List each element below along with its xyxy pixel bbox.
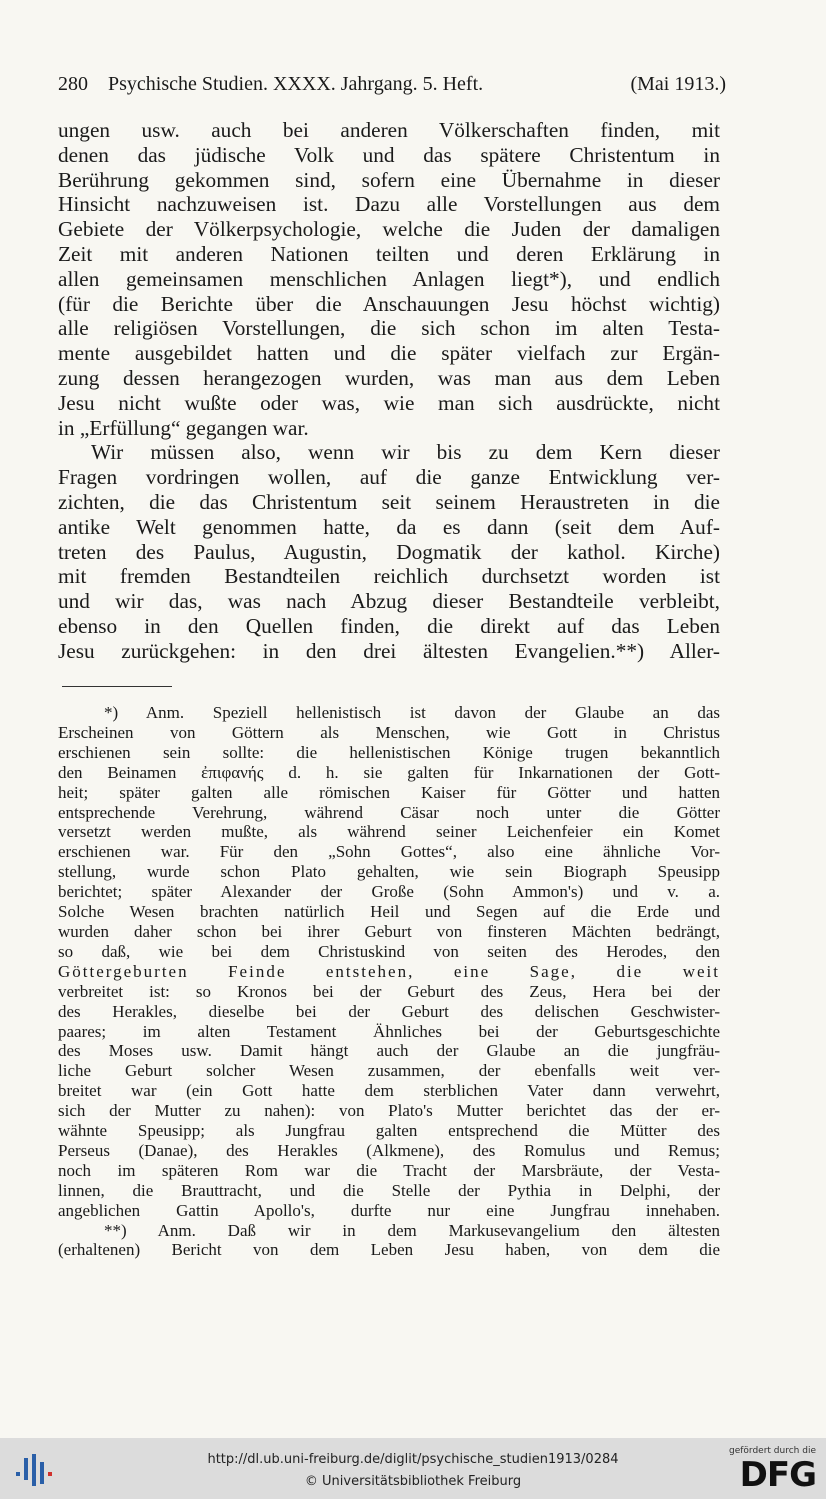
- text-line: Jesu nicht wußte oder was, wie man sich ausdrückte, nicht: [58, 390, 720, 415]
- footnote-line: berichtet; später Alexander der Große (Sohn Ammon's) und v. a.: [58, 882, 720, 902]
- footnote-line: **) Anm. Daß wir in dem Markusevangelium den ältesten: [104, 1220, 720, 1240]
- text-line: ebenso in den Quellen finden, die direkt auf das Leben: [58, 613, 720, 638]
- text-line: in „Erfüllung“ gegangen war.: [58, 415, 309, 440]
- dfg-logo: DFG: [739, 1455, 816, 1495]
- text-line: Wir müssen also, wenn wir bis zu dem Kern dieser: [91, 440, 720, 465]
- text-line: Berührung gekommen sind, sofern eine Übernahme in dieser: [58, 167, 720, 192]
- footnote-line: den Beinamen ἐπιφανής d. h. sie galten für Inkarnationen der Gott-: [58, 762, 720, 782]
- footnote-line: erschienen sein sollte: die hellenistischen Könige trugen bekanntlich: [58, 742, 720, 762]
- footnote-line: sich der Mutter zu nahen): von Plato's Mutter berichtet das der er-: [58, 1101, 720, 1121]
- text-line: ungen usw. auch bei anderen Völkerschaften finden, mit: [58, 118, 720, 142]
- text-line: treten des Paulus, Augustin, Dogmatik der kathol. Kirche): [58, 539, 720, 564]
- footnote-line: liche Geburt solcher Wesen zusammen, der ebenfalls weit ver-: [58, 1061, 720, 1081]
- text-line: zung dessen herangezogen wurden, was man aus dem Leben: [58, 365, 720, 390]
- text-line: und wir das, was nach Abzug dieser Bestandteile verbleibt,: [58, 589, 720, 614]
- footnote-line: Göttergeburten Feinde entstehen, eine Sage, die weit: [58, 961, 720, 981]
- footnote-line: Erscheinen von Göttern als Menschen, wie Gott in Christus: [58, 722, 720, 742]
- text-line: Fragen vordringen wollen, auf die ganze Entwicklung ver-: [58, 465, 720, 490]
- footnote-line: wähnte Speusipp; als Jungfrau galten entsprechend die Mütter des: [58, 1121, 720, 1141]
- footnote-line: des Moses usw. Damit hängt auch der Glaube an die jungfräu-: [58, 1041, 720, 1061]
- footnote-line: angeblichen Gattin Apollo's, durfte nur eine Jungfrau innehaben.: [58, 1200, 720, 1220]
- text-line: Zeit mit anderen Nationen teilten und deren Erklärung in: [58, 241, 720, 266]
- footnote-line: des Herakles, dieselbe bei der Geburt des delischen Geschwister-: [58, 1001, 720, 1021]
- text-line: antike Welt genommen hatte, da es dann (seit dem Auf-: [58, 514, 720, 539]
- issue-date: (Mai 1913.): [630, 73, 726, 95]
- footnote-line: breitet war (ein Gott hatte dem sterblichen Vater dann verwehrt,: [58, 1081, 720, 1101]
- footnote-line: stellung, wurde schon Plato gehalten, wie sein Biograph Speusipp: [58, 862, 720, 882]
- text-line: Hinsicht nachzuweisen ist. Dazu alle Vorstellungen aus dem: [58, 192, 720, 217]
- dfg-caption: gefördert durch die: [729, 1446, 816, 1456]
- main-text: [58, 118, 720, 664]
- footnote-line: paares; im alten Testament Ähnliches bei der Geburtsgeschichte: [58, 1021, 720, 1041]
- text-line: mente ausgebildet hatten und die später vielfach zur Ergän-: [58, 341, 720, 366]
- text-line: mit fremden Bestandteilen reichlich durchsetzt worden ist: [58, 564, 720, 589]
- text-line: zichten, die das Christentum seit seinem Heraustreten in die: [58, 489, 720, 514]
- page-number: 280: [58, 73, 88, 95]
- footnote-line: verbreitet ist: so Kronos bei der Geburt des Zeus, Hera bei der: [58, 981, 720, 1001]
- text-line: (für die Berichte über die Anschauungen Jesu höchst wichtig): [58, 291, 720, 316]
- text-line: alle religiösen Vorstellungen, die sich schon im alten Testa-: [58, 316, 720, 341]
- footnote-line: heit; später galten alle römischen Kaiser für Götter und hatten: [58, 782, 720, 802]
- copyright-notice: © Universitätsbibliothek Freiburg: [304, 1474, 522, 1489]
- footnote-line: versetzt werden mußte, als während seiner Leichenfeier ein Komet: [58, 822, 720, 842]
- footnote-line: Perseus (Danae), des Herakles (Alkmene), des Romulus und Remus;: [58, 1140, 720, 1160]
- footnote-line: erschienen war. Für den „Sohn Gottes“, also eine ähnliche Vor-: [58, 842, 720, 862]
- running-title: Psychische Studien. XXXX. Jahrgang. 5. Heft.: [108, 73, 484, 95]
- text-line: Jesu zurückgehen: in den drei ältesten Evangelien.**) Aller-: [58, 638, 720, 663]
- footnote-line: noch im späteren Rom war die Tracht der Marsbräute, der Vesta-: [58, 1160, 720, 1180]
- footnote-line: entsprechende Verehrung, während Cäsar noch unter die Götter: [58, 802, 720, 822]
- text-line: Gebiete der Völkerpsychologie, welche die Juden der damaligen: [58, 217, 720, 242]
- footnotes: [58, 703, 720, 1260]
- footnote-line: so daß, wie bei dem Christuskind von seiten des Herodes, den: [58, 941, 720, 961]
- text-line: denen das jüdische Volk und das spätere Christentum in: [58, 142, 720, 167]
- footnote-line: wurden daher schon bei ihrer Geburt von finsteren Mächten bedrängt,: [58, 921, 720, 941]
- footnote-line: Solche Wesen brachten natürlich Heil und Segen auf die Erde und: [58, 902, 720, 922]
- viewer-footer: [0, 1438, 826, 1499]
- footnote-separator: [62, 686, 172, 687]
- footnote-line: (erhaltenen) Bericht von dem Leben Jesu haben, von dem die: [58, 1240, 720, 1260]
- page-url-link[interactable]: http://dl.ub.uni-freiburg.de/diglit/psychische_studien1913/0284: [207, 1452, 619, 1467]
- text-line: allen gemeinsamen menschlichen Anlagen liegt*), und endlich: [58, 266, 720, 291]
- footnote-line: *) Anm. Speziell hellenistisch ist davon der Glaube an das: [104, 703, 720, 722]
- footnote-line: linnen, die Brauttracht, und die Stelle der Pythia in Delphi, der: [58, 1180, 720, 1200]
